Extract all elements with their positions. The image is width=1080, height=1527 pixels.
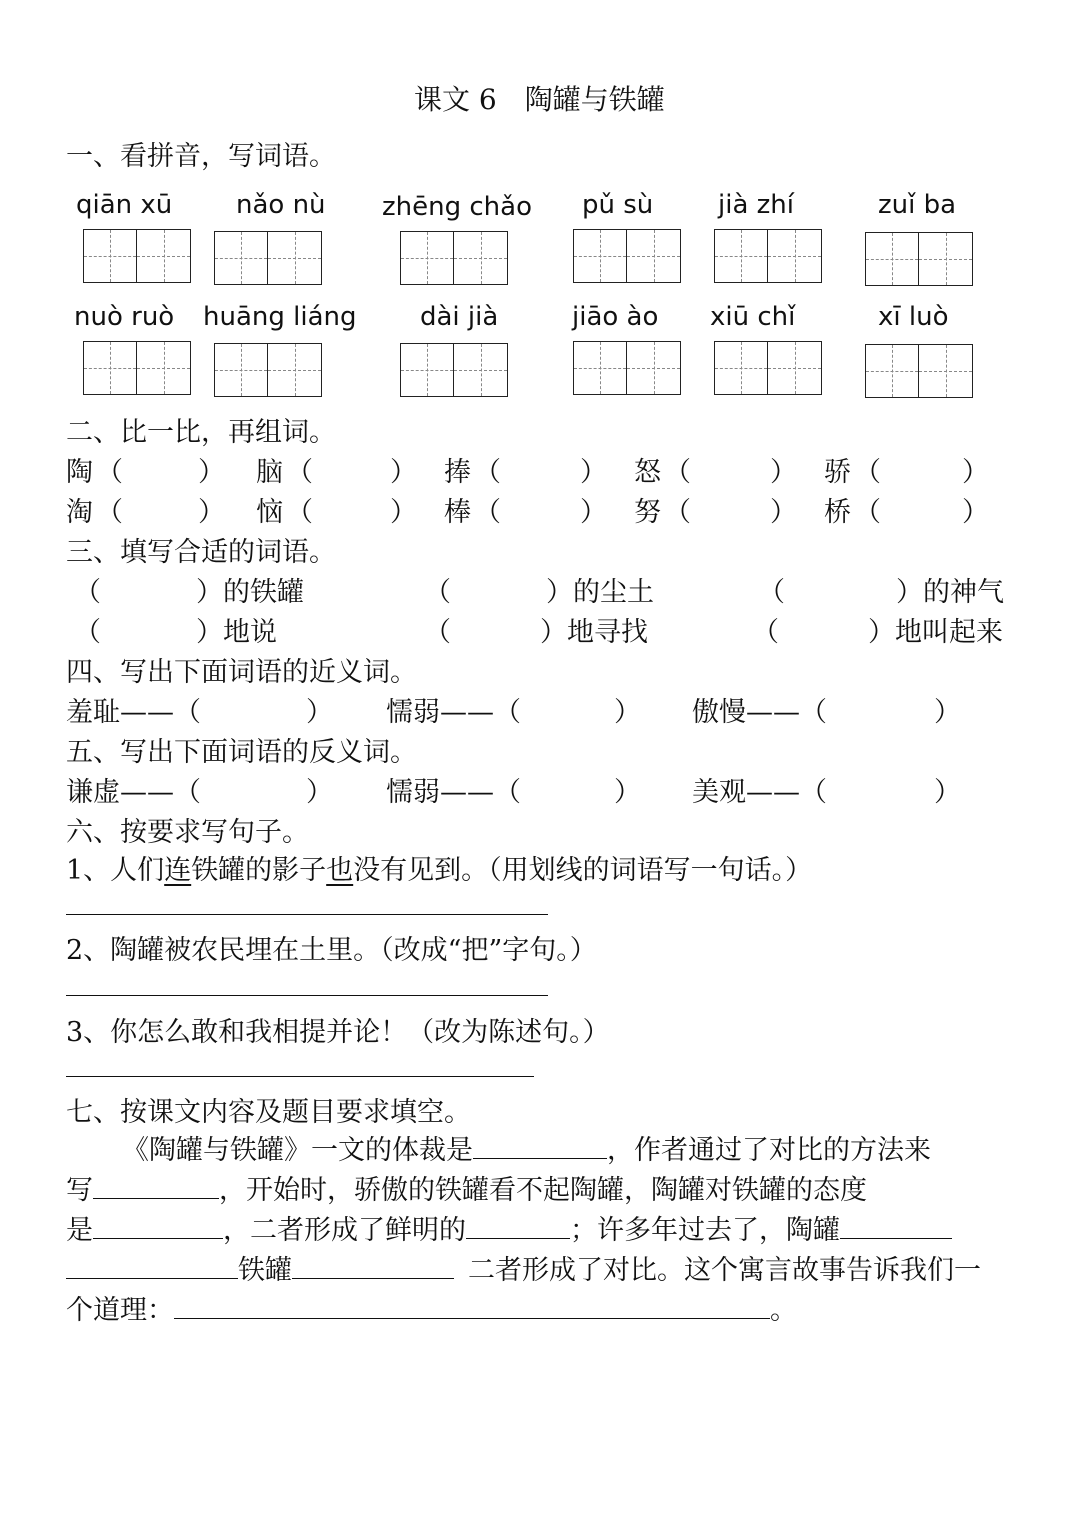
writing-grid[interactable] xyxy=(573,341,681,397)
underlined-word: 连 xyxy=(164,855,192,886)
fill-phrase: ）地叫起来 xyxy=(868,617,1003,648)
passage-line: 铁罐 二者形成了对比。这个寓言故事告诉我们一 xyxy=(66,1248,981,1287)
paren-close: ） xyxy=(580,457,607,488)
paren-open: （ xyxy=(758,577,785,608)
writing-grid[interactable] xyxy=(400,343,508,399)
paren-open: （ xyxy=(752,617,779,648)
writing-grid[interactable] xyxy=(573,229,681,285)
section-1-heading: 一、看拼音，写词语。 xyxy=(66,141,336,172)
antonym-word: 谦虚——（ xyxy=(66,777,201,808)
pinyin-label: xiū chǐ xyxy=(710,302,796,332)
paren-open: （ xyxy=(474,497,501,528)
fill-blank[interactable] xyxy=(174,1292,770,1319)
paren-close: ） xyxy=(614,697,641,728)
fill-phrase: ）的铁罐 xyxy=(196,577,304,608)
paren-close: ） xyxy=(198,457,225,488)
fill-blank[interactable] xyxy=(93,1172,219,1199)
pinyin-label: zuǐ ba xyxy=(878,190,957,220)
paren-close: ） xyxy=(770,457,797,488)
fill-phrase: ）的尘土 xyxy=(546,577,654,608)
compare-char: 陶 xyxy=(66,457,93,488)
paren-close: ） xyxy=(962,457,989,488)
fill-blank[interactable] xyxy=(473,1132,607,1159)
writing-grid[interactable] xyxy=(865,344,973,400)
writing-grid[interactable] xyxy=(865,232,973,288)
paren-open: （ xyxy=(474,457,501,488)
paren-close: ） xyxy=(614,777,641,808)
passage-line: 是 ，二者形成了鲜明的 ；许多年过去了，陶罐 xyxy=(66,1208,952,1247)
paren-close: ） xyxy=(306,777,333,808)
answer-line[interactable] xyxy=(66,995,548,996)
writing-grid[interactable] xyxy=(214,343,322,399)
page-title: 课文 6 陶罐与铁罐 xyxy=(414,83,665,116)
pinyin-label: zhēng chǎo xyxy=(382,192,532,222)
paren-close: ） xyxy=(390,497,417,528)
writing-grid[interactable] xyxy=(400,231,508,287)
question-3: 3、你怎么敢和我相提并论！（改为陈述句。） xyxy=(66,1017,610,1048)
fill-blank[interactable] xyxy=(93,1212,223,1239)
paren-open: （ xyxy=(96,497,123,528)
compare-char: 恼 xyxy=(256,497,283,528)
paren-open: （ xyxy=(74,577,101,608)
antonym-word: 懦弱——（ xyxy=(386,777,521,808)
pinyin-label: huāng liáng xyxy=(203,302,357,332)
paren-open: （ xyxy=(96,457,123,488)
paren-close: ） xyxy=(580,497,607,528)
compare-char: 脑 xyxy=(256,457,283,488)
compare-char: 骄 xyxy=(824,457,851,488)
section-7-heading: 七、按课文内容及题目要求填空。 xyxy=(66,1097,471,1128)
underlined-word: 也 xyxy=(326,855,354,886)
section-6-heading: 六、按要求写句子。 xyxy=(66,817,309,848)
compare-char: 怒 xyxy=(634,457,661,488)
question-2: 2、陶罐被农民埋在土里。（改成“把”字句。） xyxy=(66,935,597,966)
fill-blank[interactable] xyxy=(66,1252,238,1279)
answer-line[interactable] xyxy=(66,914,548,915)
paren-open: （ xyxy=(854,457,881,488)
pinyin-label: jià zhí xyxy=(718,190,794,220)
synonym-word: 懦弱——（ xyxy=(386,697,521,728)
paren-close: ） xyxy=(770,497,797,528)
passage-line: 个道理： 。 xyxy=(66,1288,797,1327)
pinyin-label: qiān xū xyxy=(76,190,173,220)
fill-blank[interactable] xyxy=(292,1252,454,1279)
pinyin-label: dài jià xyxy=(420,302,499,332)
compare-char: 桥 xyxy=(824,497,851,528)
section-2-heading: 二、比一比，再组词。 xyxy=(66,417,336,448)
passage-line: 《陶罐与铁罐》一文的体裁是 ，作者通过了对比的方法来 xyxy=(122,1128,931,1167)
section-4-heading: 四、写出下面词语的近义词。 xyxy=(66,657,417,688)
paren-open: （ xyxy=(74,617,101,648)
writing-grid[interactable] xyxy=(714,229,822,285)
compare-char: 棒 xyxy=(444,497,471,528)
synonym-word: 羞耻——（ xyxy=(66,697,201,728)
paren-open: （ xyxy=(664,497,691,528)
pinyin-label: nǎo nù xyxy=(236,190,326,220)
paren-open: （ xyxy=(286,497,313,528)
section-3-heading: 三、填写合适的词语。 xyxy=(66,537,336,568)
section-5-heading: 五、写出下面词语的反义词。 xyxy=(66,737,417,768)
paren-open: （ xyxy=(854,497,881,528)
paren-open: （ xyxy=(424,577,451,608)
writing-grid[interactable] xyxy=(83,229,191,285)
paren-open: （ xyxy=(664,457,691,488)
compare-char: 淘 xyxy=(66,497,93,528)
paren-close: ） xyxy=(390,457,417,488)
paren-close: ） xyxy=(934,777,961,808)
writing-grid[interactable] xyxy=(214,231,322,287)
writing-grid[interactable] xyxy=(714,341,822,397)
compare-char: 捧 xyxy=(444,457,471,488)
antonym-word: 美观——（ xyxy=(692,777,827,808)
paren-close: ） xyxy=(198,497,225,528)
fill-blank[interactable] xyxy=(840,1212,952,1239)
question-1: 1、人们连铁罐的影子也没有见到。（用划线的词语写一句话。） xyxy=(66,855,813,886)
paren-close: ） xyxy=(934,697,961,728)
paren-open: （ xyxy=(424,617,451,648)
synonym-word: 傲慢——（ xyxy=(692,697,827,728)
fill-phrase: ）地说 xyxy=(196,617,277,648)
paren-close: ） xyxy=(306,697,333,728)
paren-open: （ xyxy=(286,457,313,488)
pinyin-label: xī luò xyxy=(878,302,949,332)
fill-phrase: ）的神气 xyxy=(896,577,1004,608)
writing-grid[interactable] xyxy=(83,341,191,397)
paren-close: ） xyxy=(962,497,989,528)
pinyin-label: pǔ sù xyxy=(582,190,654,220)
answer-line[interactable] xyxy=(66,1076,534,1077)
passage-line: 写 ，开始时，骄傲的铁罐看不起陶罐，陶罐对铁罐的态度 xyxy=(66,1168,867,1207)
pinyin-label: jiāo ào xyxy=(572,302,659,332)
fill-blank[interactable] xyxy=(466,1212,570,1239)
fill-phrase: ）地寻找 xyxy=(540,617,648,648)
compare-char: 努 xyxy=(634,497,661,528)
pinyin-label: nuò ruò xyxy=(74,302,175,332)
